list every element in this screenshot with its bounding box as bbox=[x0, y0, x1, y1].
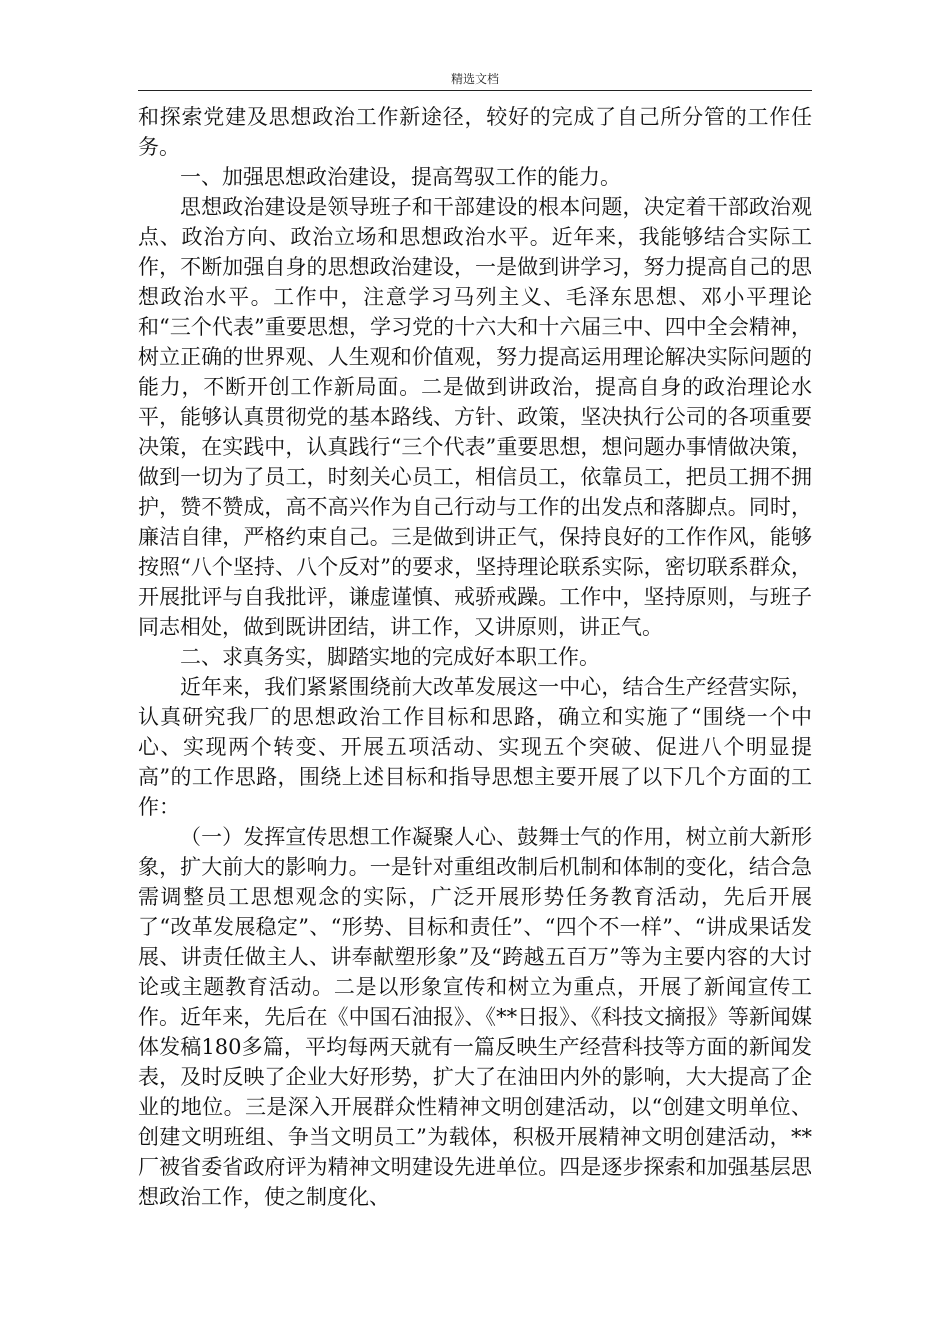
paragraph-continuation: 和探索党建及思想政治工作新途径，较好的完成了自己所分管的工作任务。 bbox=[138, 105, 812, 159]
section-heading-1: 一、加强思想政治建设，提高驾驭工作的能力。 bbox=[180, 165, 621, 189]
section-heading-2: 二、求真务实，脚踏实地的完成好本职工作。 bbox=[180, 645, 600, 669]
header-divider bbox=[138, 90, 812, 91]
page-header: 精选文档 bbox=[450, 72, 499, 86]
body-text bbox=[138, 102, 812, 1232]
paragraph-propaganda-work: （一）发挥宣传思想工作凝聚人心、鼓舞士气的作用，树立前大新形象，扩大前大的影响力。一是针对重组改制后机制和体制的变化，结合急需调整员工思想观念的实际，广泛开展形势任务教育活动，先后开展了“改革发展稳定”、“形势、目标和责任”、“四个不一样”、“讲成果话发展、讲责任做主人、讲奉献塑形象”及“跨越五百万”等为主要内容的大讨论或主题教育活动。二是以形象宣传和树立为重点，开展了新闻宣传工作。近年来，先后在《中国石油报》、《**日报》、《科技文摘报》等新闻媒体发稿180多篇，平均每两天就有一篇反映生产经营科技等方面的新闻发表，及时反映了企业大好形势，扩大了在油田内外的影响，大大提高了企业的地位。三是深入开展群众性精神文明创建活动，以“创建文明单位、创建文明班组、争当文明员工”为载体，积极开展精神文明创建活动，**厂被省委省政府评为精神文明建设先进单位。四是逐步探索和加强基层思想政治工作，使之制度化、 bbox=[138, 825, 812, 1209]
paragraph-political-building: 思想政治建设是领导班子和干部建设的根本问题，决定着干部政治观点、政治方向、政治立场和思想政治水平。近年来，我能够结合实际工作，不断加强自身的思想政治建设，一是做到讲学习，努力提高自己的思想政治水平。工作中，注意学习马列主义、毛泽东思想、邓小平理论和“三个代表”重要思想，学习党的十六大和十六届三中、四中全会精神，树立正确的世界观、人生观和价值观，努力提高运用理论解决实际问题的能力，不断开创工作新局面。二是做到讲政治，提高自身的政治理论水平，能够认真贯彻党的基本路线、方针、政策，坚决执行公司的各项重要决策，在实践中，认真践行“三个代表”重要思想，想问题办事情做决策，做到一切为了员工，时刻关心员工，相信员工，依靠员工，把员工拥不拥护，赞不赞成，高不高兴作为自己行动与工作的出发点和落脚点。同时，廉洁自律，严格约束自己。三是做到讲正气，保持良好的工作作风，能够按照“八个坚持、八个反对”的要求，坚持理论联系实际，密切联系群众，开展批评与自我批评，谦虚谨慎、戒骄戒躁。工作中，坚持原则，与班子同志相处，做到既讲团结，讲工作，又讲原则，讲正气。 bbox=[138, 195, 812, 639]
paragraph-work-approach: 近年来，我们紧紧围绕前大改革发展这一中心，结合生产经营实际，认真研究我厂的思想政治工作目标和思路，确立和实施了“围绕一个中心、实现两个转变、开展五项活动、实现五个突破、促进八个明显提高”的工作思路，围绕上述目标和指导思想主要开展了以下几个方面的工作： bbox=[138, 675, 812, 819]
